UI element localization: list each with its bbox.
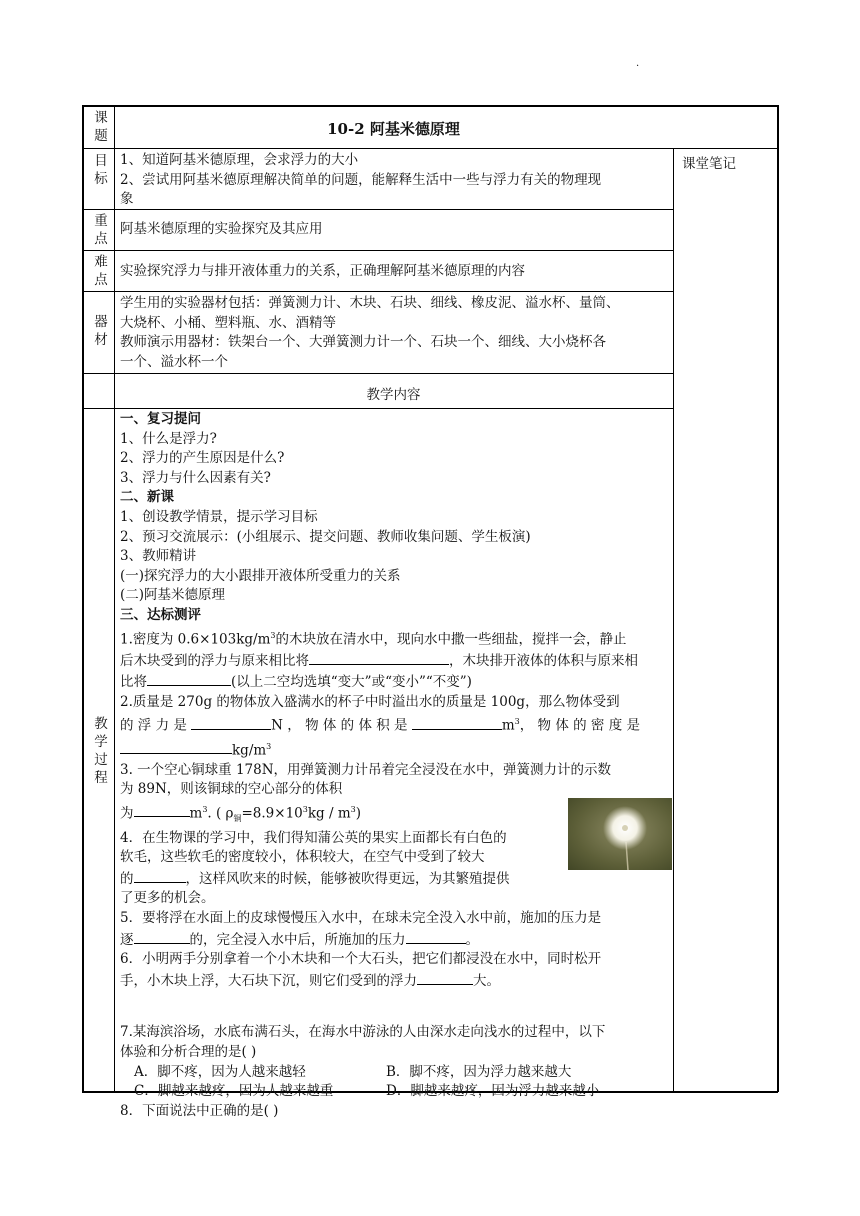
label-nandian: 难点 bbox=[94, 254, 108, 288]
equipment-line: 大烧杯、小桶、塑料瓶、水、酒精等 bbox=[120, 314, 336, 331]
q2-line-3: $kg/m^3$ bbox=[120, 737, 670, 761]
q1-line-1: 1.密度为 $0.6\times 103kg/m^3$的木块放在清水中，现向水中撒一些细盐，搅拌一会，静止 bbox=[120, 630, 627, 648]
class-notes-label: 课堂笔记 bbox=[682, 156, 736, 172]
q3-line-1: 3. 一个空心铜球重 178N，用弹簧测力计吊着完全浸没在水中，弹簧测力计的示数 bbox=[120, 761, 612, 778]
blank[interactable] bbox=[134, 929, 190, 944]
q7-line-1: 7.某海滨浴场，水底布满石头，在海水中游泳的人由深水走向浅水的过程中，以下 bbox=[120, 1024, 606, 1041]
label-guocheng: 教学过程 bbox=[94, 716, 108, 786]
section-new-lesson: 二、新课 bbox=[120, 489, 174, 506]
key-point: 阿基米德原理的实验探究及其应用 bbox=[120, 221, 323, 237]
q4-line-4: 了更多的机会。 bbox=[120, 890, 215, 907]
label-mubiao: 目标 bbox=[94, 153, 108, 187]
difficulty: 实验探究浮力与排开液体重力的关系，正确理解阿基米德原理的内容 bbox=[120, 263, 525, 279]
lesson-line: 1、创设教学情景，提示学习目标 bbox=[120, 508, 318, 525]
question-line: 2、浮力的产生原因是什么? bbox=[120, 450, 285, 467]
option-c[interactable]: C．脚越来越疼，因为人越来越重 bbox=[134, 1083, 334, 1100]
teaching-content-header: 教学内容 bbox=[366, 387, 421, 403]
q7-options-2 bbox=[120, 1082, 670, 1102]
label-zhongdian: 重点 bbox=[94, 213, 108, 247]
q1-line-3: 比将 (以上二空均选填“变大”或“变小”“不变”) bbox=[120, 671, 670, 693]
blank[interactable] bbox=[412, 715, 502, 730]
equipment-cell bbox=[120, 294, 670, 372]
blank[interactable] bbox=[191, 715, 271, 730]
option-a[interactable]: A．脚不疼，因为人越来越轻 bbox=[134, 1063, 306, 1080]
blank[interactable] bbox=[134, 868, 186, 883]
goal-line: 1、知道阿基米德原理，会求浮力的大小 bbox=[120, 152, 359, 168]
equipment-line: 一个、溢水杯一个 bbox=[120, 353, 228, 370]
label-keti: 课题 bbox=[94, 110, 108, 144]
section-review: 一、复习提问 bbox=[120, 411, 201, 427]
blank[interactable] bbox=[147, 671, 231, 686]
blank[interactable] bbox=[120, 739, 232, 754]
dandelion-image bbox=[568, 798, 672, 870]
lesson-title: 10-2 阿基米德原理 bbox=[327, 120, 460, 138]
q4-line-1: 4．在生物课的学习中，我们得知蒲公英的果实上面都长有白色的 bbox=[120, 829, 507, 846]
q7-options-1 bbox=[120, 1063, 670, 1083]
lesson-line: (二)阿基米德原理 bbox=[120, 587, 226, 604]
question-line: 1、什么是浮力? bbox=[120, 430, 217, 447]
section-assessment: 三、达标测评 bbox=[120, 606, 201, 623]
lesson-line: 2、预习交流展示：(小组展示、提交问题、教师收集问题、学生板演) bbox=[120, 528, 531, 545]
question-line: 3、浮力与什么因素有关? bbox=[120, 469, 271, 486]
q3-line-3: 为 $m^3$. ( $\rho_铜=8.9\times 10^3kg / m^3$) bbox=[120, 800, 670, 829]
q3-line-2: 为 89N，则该铜球的空心部分的体积 bbox=[120, 781, 343, 798]
q4-line-3: 的 ，这样风吹来的时候，能够被吹得更远，为其繁殖提供 bbox=[120, 868, 670, 890]
q2-line-2: 的 浮 力 是 N ， 物 体 的 体 积 是 $m^3$， 物 体 的 密 度 是 bbox=[120, 712, 670, 736]
blank[interactable] bbox=[134, 802, 190, 817]
process-cell bbox=[120, 410, 670, 1121]
option-d[interactable]: D．脚越来越疼，因为浮力越来越小 bbox=[386, 1083, 600, 1100]
q8-line-1: 8．下面说法中正确的是( ) bbox=[120, 1102, 279, 1119]
blank[interactable] bbox=[417, 970, 473, 985]
option-b[interactable]: B．脚不疼，因为浮力越来越大 bbox=[386, 1063, 572, 1080]
equipment-line: 教师演示用器材：铁架台一个、大弹簧测力计一个、石块一个、细线、大小烧杯各 bbox=[120, 334, 606, 351]
label-qicai: 器材 bbox=[94, 314, 108, 348]
q4-line-2: 软毛，这些软毛的密度较小，体积较大，在空气中受到了较大 bbox=[120, 849, 485, 866]
q2-line-1: 2.质量是 270g 的物体放入盛满水的杯子中时溢出水的质量是 100g，那么物体受到 bbox=[120, 693, 620, 710]
q6-line-2: 手，小木块上浮，大石块下沉，则它们受到的浮力 大。 bbox=[120, 970, 670, 992]
blank[interactable] bbox=[309, 650, 449, 665]
q6-line-1: 6．小明两手分别拿着一个小木块和一个大石头，把它们都浸没在水中，同时松开 bbox=[120, 951, 602, 968]
lesson-line: 3、教师精讲 bbox=[120, 548, 197, 565]
lesson-line: (一)探究浮力的大小跟排开液体所受重力的关系 bbox=[120, 567, 401, 584]
blank[interactable] bbox=[406, 929, 466, 944]
goal-line: 象 bbox=[120, 191, 134, 208]
corner-dot: . bbox=[636, 58, 640, 69]
q5-line-2: 逐 的，完全浸入水中后，所施加的压力 。 bbox=[120, 929, 670, 951]
q5-line-1: 5．要将浮在水面上的皮球慢慢压入水中，在球未完全没入水中前，施加的压力是 bbox=[120, 909, 602, 926]
q7-line-2: 体验和分析合理的是( ) bbox=[120, 1043, 257, 1060]
goal-line: 2、尝试用阿基米德原理解决简单的问题，能解释生活中一些与浮力有关的物理现 bbox=[120, 171, 602, 188]
equipment-line: 学生用的实验器材包括：弹簧测力计、木块、石块、细线、橡皮泥、溢水杯、量筒、 bbox=[120, 295, 620, 311]
q1-line-2: 后木块受到的浮力与原来相比将 ，木块排开液体的体积与原来相 bbox=[120, 650, 670, 672]
goals-cell bbox=[120, 151, 670, 210]
